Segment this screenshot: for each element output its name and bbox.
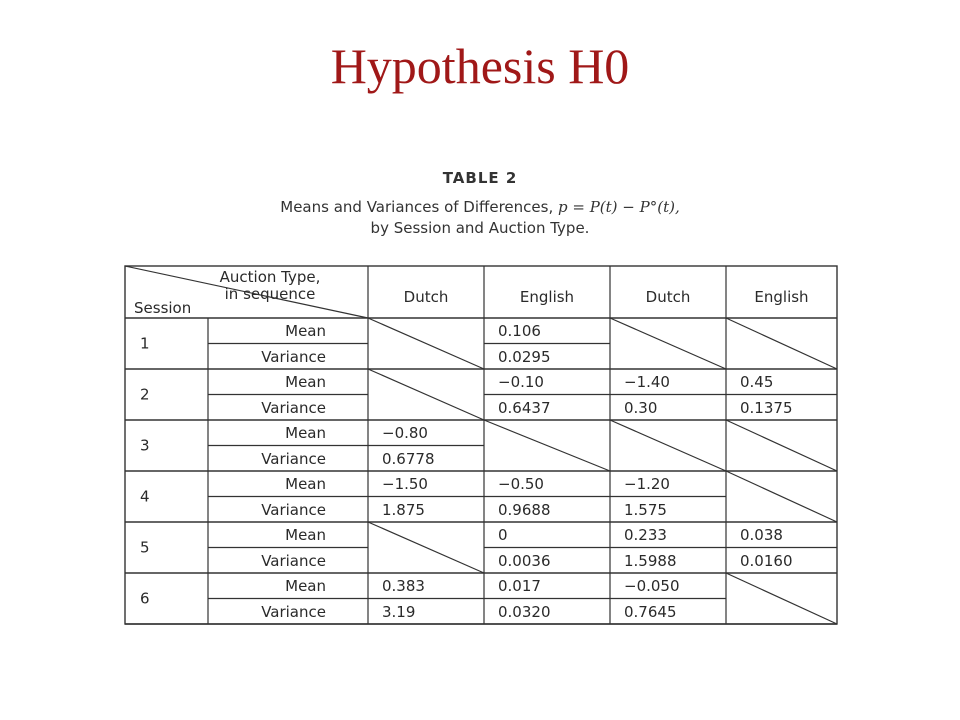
- session-number: 6: [140, 589, 150, 608]
- empty-cell-diagonal: [368, 369, 484, 420]
- cell-variance: 0.0160: [740, 552, 793, 570]
- row-label-variance: Variance: [261, 501, 326, 519]
- corner-label-top: Auction Type,: [219, 268, 321, 286]
- row-label-mean: Mean: [285, 475, 326, 493]
- row-label-mean: Mean: [285, 322, 326, 340]
- session-number: 1: [140, 334, 150, 353]
- session-number: 4: [140, 487, 150, 506]
- table-label: TABLE 2: [442, 169, 518, 187]
- session-number: 5: [140, 538, 150, 557]
- caption-text: Means and Variances of Differences,: [280, 198, 554, 216]
- caption-formula: p = P(t) − P°(t),: [558, 198, 680, 216]
- column-header: English: [519, 288, 575, 306]
- cell-mean: 0.017: [498, 577, 541, 595]
- empty-cell-diagonal: [484, 420, 610, 471]
- cell-variance: 0.0320: [498, 603, 551, 621]
- row-label-variance: Variance: [261, 348, 326, 366]
- cell-variance: 3.19: [382, 603, 416, 621]
- caption-line-2: by Session and Auction Type.: [370, 219, 590, 237]
- corner-label-session: Session: [134, 299, 192, 317]
- cell-mean: −1.50: [382, 475, 428, 493]
- cell-mean: −0.50: [498, 475, 544, 493]
- empty-cell-diagonal: [368, 522, 484, 573]
- empty-cell-diagonal: [726, 471, 837, 522]
- empty-cell-diagonal: [610, 318, 726, 369]
- empty-cell-diagonal: [368, 318, 484, 369]
- row-label-mean: Mean: [285, 424, 326, 442]
- row-label-mean: Mean: [285, 373, 326, 391]
- column-header: Dutch: [403, 288, 449, 306]
- empty-cell-diagonal: [726, 318, 837, 369]
- row-label-variance: Variance: [261, 450, 326, 468]
- cell-variance: 1.875: [382, 501, 425, 519]
- row-label-variance: Variance: [261, 399, 326, 417]
- cell-mean: −0.10: [498, 373, 544, 391]
- slide-title: Hypothesis H0: [330, 38, 630, 94]
- cell-mean: 0.383: [382, 577, 425, 595]
- cell-variance: 0.7645: [624, 603, 677, 621]
- cell-mean: 0.106: [498, 322, 541, 340]
- cell-mean: 0.233: [624, 526, 667, 544]
- cell-mean: 0: [498, 526, 508, 544]
- cell-variance: 0.9688: [498, 501, 551, 519]
- cell-variance: 0.0295: [498, 348, 551, 366]
- cell-variance: 0.6778: [382, 450, 435, 468]
- cell-variance: 0.0036: [498, 552, 551, 570]
- cell-variance: 0.30: [624, 399, 658, 417]
- empty-cell-diagonal: [726, 420, 837, 471]
- cell-mean: −0.80: [382, 424, 428, 442]
- cell-mean: 0.038: [740, 526, 783, 544]
- cell-variance: 1.575: [624, 501, 667, 519]
- column-header: Dutch: [645, 288, 691, 306]
- row-label-mean: Mean: [285, 526, 326, 544]
- column-header: English: [754, 288, 809, 306]
- cell-mean: −1.40: [624, 373, 670, 391]
- row-label-mean: Mean: [285, 577, 326, 595]
- row-label-variance: Variance: [261, 603, 326, 621]
- session-number: 2: [140, 385, 150, 404]
- row-label-variance: Variance: [261, 552, 326, 570]
- cell-variance: 0.1375: [740, 399, 793, 417]
- corner-label-top-2: in sequence: [224, 285, 316, 303]
- cell-variance: 1.5988: [624, 552, 677, 570]
- cell-variance: 0.6437: [498, 399, 551, 417]
- session-number: 3: [140, 436, 150, 455]
- empty-cell-diagonal: [610, 420, 726, 471]
- cell-mean: 0.45: [740, 373, 774, 391]
- empty-cell-diagonal: [726, 573, 837, 624]
- cell-mean: −0.050: [624, 577, 680, 595]
- cell-mean: −1.20: [624, 475, 670, 493]
